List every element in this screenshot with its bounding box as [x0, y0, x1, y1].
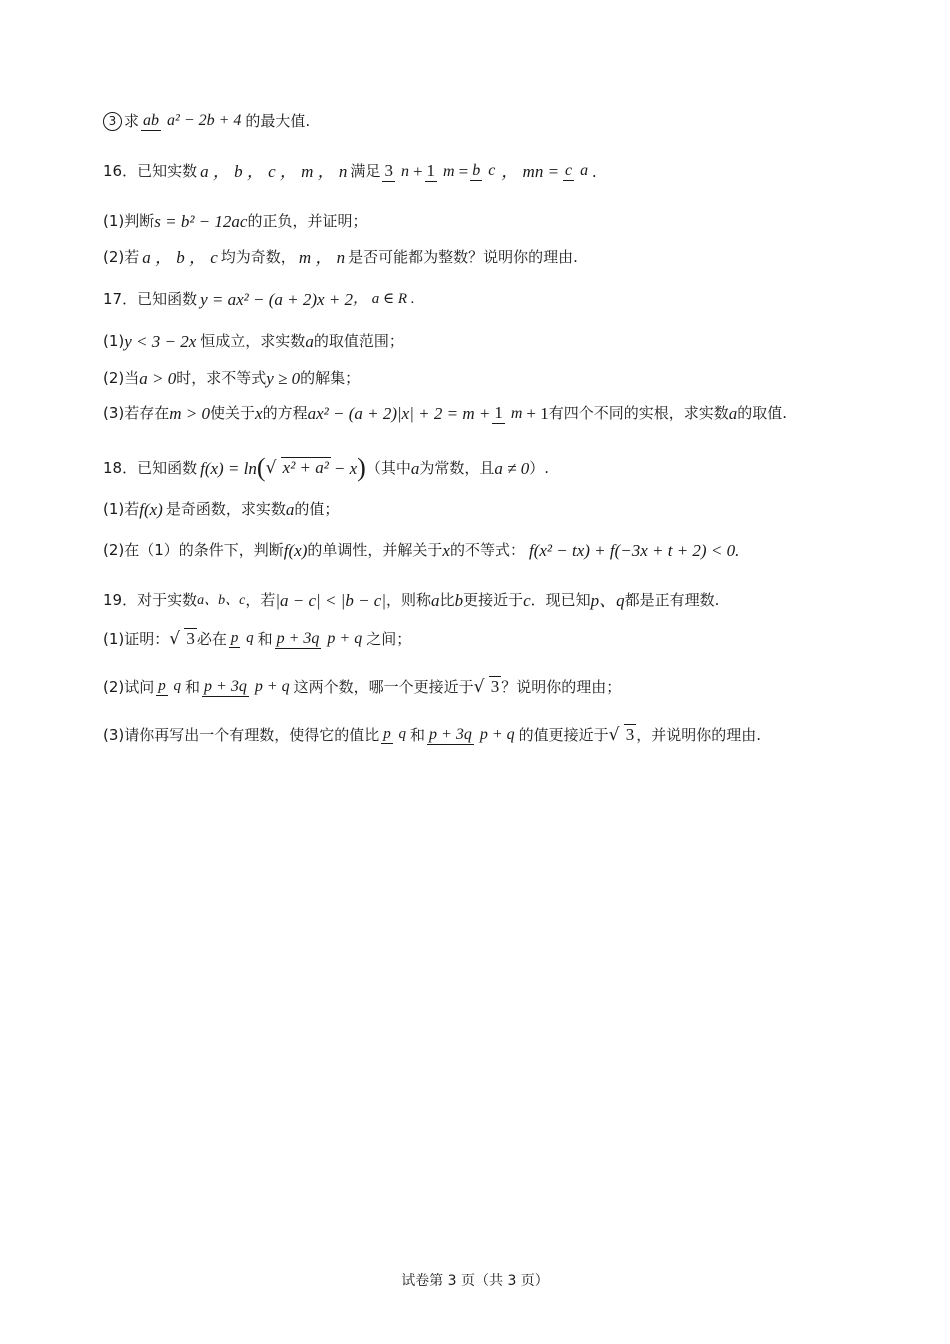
text: 是否可能都为整数？说明你的理由.	[348, 248, 578, 266]
text: 满足	[350, 161, 381, 180]
fraction	[141, 113, 243, 130]
q19-part3	[103, 726, 761, 744]
q18-stem	[103, 455, 549, 481]
q16-stem	[103, 162, 596, 181]
math: f(x)	[283, 541, 308, 560]
fraction-denominator: q	[398, 726, 406, 743]
fraction	[382, 162, 411, 181]
math: ， a ∈ R .	[353, 291, 415, 307]
text: (2)当	[103, 369, 140, 387]
fraction-denominator: q	[173, 678, 181, 695]
fraction-denominator: p + q	[254, 677, 290, 695]
q19-part1	[103, 630, 411, 648]
fraction	[156, 679, 183, 695]
radicand: 3	[186, 629, 195, 648]
question-number: 19．对于实数	[103, 591, 198, 609]
math: ， mn =	[501, 161, 560, 181]
fraction-numerator: ab	[143, 112, 160, 130]
fraction	[492, 404, 524, 423]
text: 的取值范围；	[313, 332, 404, 350]
text: 这两个数，哪一个更接近于	[293, 677, 474, 696]
fraction-denominator: q	[246, 630, 254, 647]
text: 为常数，且	[419, 458, 495, 477]
math: a	[410, 458, 420, 478]
fraction	[563, 163, 590, 180]
text: (3)请你再写出一个有理数，使得它的值比	[103, 725, 380, 744]
text: 恒成立，求实数	[200, 332, 306, 350]
text: (2)在（1）的条件下，判断	[103, 541, 284, 559]
fraction-denominator: a	[580, 162, 589, 179]
math: c	[523, 591, 531, 610]
q17-part1	[103, 333, 404, 350]
text: (1)	[103, 332, 125, 350]
text: 的正负，并证明；	[247, 212, 368, 230]
math: ax² − (a + 2)|x| + 2 = m +	[307, 403, 491, 423]
text: 的值；	[294, 500, 340, 518]
text: (1)判断	[103, 212, 155, 230]
text: ？说明你的理由；	[501, 677, 622, 696]
text: 都是正有理数.	[624, 591, 720, 609]
fraction-numerator: p + 3q	[204, 677, 247, 695]
text: (2)若	[103, 248, 140, 266]
text: ．现已知	[530, 591, 591, 609]
math: a ≠ 0	[494, 458, 530, 478]
question-number: 18．已知函数	[103, 458, 198, 477]
fraction-denominator: m	[443, 163, 455, 180]
math: f(x² − tx) + f(−3x + t + 2) < 0.	[528, 541, 740, 560]
fraction	[202, 679, 292, 696]
fraction-numerator: b	[472, 162, 481, 179]
text: 的不等式：	[449, 541, 525, 559]
text: 时，求不等式	[176, 369, 267, 387]
radical-icon: √	[265, 458, 277, 478]
math: a	[728, 403, 738, 423]
text: 有四个不同的实根，求实数	[548, 403, 729, 422]
math: m ， n	[298, 248, 346, 267]
period: .	[592, 161, 597, 181]
q18-part1	[103, 501, 339, 518]
question-number: 17．已知函数	[103, 290, 198, 308]
q18-part2	[103, 542, 739, 559]
math: + 1	[526, 403, 549, 423]
q16-part1	[103, 213, 367, 230]
text: (1)证明：	[103, 629, 170, 648]
text: 的取值.	[737, 403, 788, 422]
text: ，若	[245, 591, 276, 609]
fraction-numerator: 3	[384, 161, 393, 180]
text: 的最大值.	[245, 112, 311, 130]
q16-part2	[103, 249, 578, 266]
q17-part3	[103, 404, 787, 423]
fraction-denominator: p + q	[479, 725, 515, 743]
text: 的方程	[262, 403, 308, 422]
math: |a − c| < |b − c|	[275, 591, 387, 610]
q17-stem	[103, 291, 415, 308]
paren-open: (	[256, 453, 266, 482]
fraction-numerator: p	[383, 726, 391, 743]
fraction-numerator: 1	[426, 161, 436, 180]
fraction-denominator: m	[510, 405, 523, 422]
radical-icon: √	[169, 629, 181, 649]
fraction	[470, 163, 497, 180]
plus: +	[412, 161, 423, 181]
text: 比	[439, 591, 455, 609]
math: f(x) = ln	[200, 458, 257, 478]
fraction	[381, 727, 408, 743]
text: (3)若存在	[103, 403, 170, 422]
text: 必在	[196, 629, 227, 648]
question-number: 16．已知实数	[103, 161, 198, 180]
square-root	[474, 678, 502, 696]
text: 更接近于	[463, 591, 524, 609]
q19-part2	[103, 678, 621, 696]
q17-part2	[103, 370, 360, 387]
fraction	[427, 727, 517, 744]
text: 使关于	[210, 403, 256, 422]
text: 均为奇数，	[220, 248, 296, 266]
math: p、q	[590, 591, 625, 610]
math: s = b² − 12ac	[154, 212, 248, 231]
fraction-numerator: p	[158, 678, 166, 695]
text: 求	[124, 112, 140, 130]
fraction	[425, 162, 457, 181]
math: x	[255, 403, 263, 423]
math: y = ax² − (a + 2)x + 2	[200, 290, 354, 309]
fraction-denominator: a² − 2b + 4	[167, 112, 242, 130]
q19-stem	[103, 592, 719, 609]
circled-number: 3	[103, 112, 122, 131]
text: 之间；	[366, 629, 412, 648]
radicand: x² + a²	[282, 458, 329, 477]
text: 的值更接近于	[518, 725, 609, 744]
math: a ， b ， c	[142, 248, 218, 267]
text: ）.	[529, 458, 549, 477]
fraction-denominator: n	[400, 163, 409, 180]
square-root	[266, 459, 331, 477]
math: m > 0	[169, 403, 210, 423]
fraction-numerator: 1	[494, 403, 503, 422]
fraction	[229, 631, 256, 647]
fraction	[275, 631, 365, 648]
q15-part3	[103, 112, 310, 131]
text: （其中	[365, 458, 411, 477]
math: a	[431, 591, 440, 610]
text: 是奇函数，求实数	[165, 500, 286, 518]
fraction-numerator: p + 3q	[276, 629, 320, 647]
text: 的单调性，并解关于	[307, 541, 443, 559]
page-footer: 试卷第 3 页（共 3 页）	[401, 1273, 549, 1289]
math: a	[305, 332, 314, 351]
radical-icon: √	[608, 725, 620, 745]
paren-close: )	[357, 453, 366, 482]
text: ，则称	[386, 591, 432, 609]
math: y ≥ 0	[266, 369, 301, 388]
text: 的解集；	[300, 369, 361, 387]
radicand: 3	[625, 725, 635, 744]
radicand: 3	[490, 677, 500, 696]
math: a ， b ， c ， m ， n	[200, 161, 348, 181]
fraction-numerator: p + 3q	[429, 725, 472, 743]
text: ，并说明你的理由.	[636, 725, 761, 744]
fraction-numerator: p	[230, 630, 239, 647]
fraction-numerator: c	[565, 162, 573, 179]
math: f(x)	[139, 500, 163, 519]
math: a	[285, 500, 295, 519]
math: y < 3 − 2x	[124, 332, 197, 351]
fraction-denominator: c	[488, 162, 496, 179]
math: x	[442, 541, 450, 560]
square-root	[609, 726, 637, 744]
text: (1)若	[103, 500, 140, 518]
radical-icon: √	[473, 677, 485, 697]
square-root	[169, 630, 197, 648]
text: (2)试问	[103, 677, 155, 696]
text: 和	[257, 629, 273, 648]
equals: =	[458, 161, 469, 181]
text: 和	[410, 725, 426, 744]
fraction-denominator: p + q	[327, 629, 363, 647]
math: a > 0	[139, 369, 177, 388]
math: a、b、c	[197, 592, 246, 608]
text: 和	[185, 677, 201, 696]
math: b	[454, 591, 464, 610]
math: − x	[333, 458, 358, 478]
